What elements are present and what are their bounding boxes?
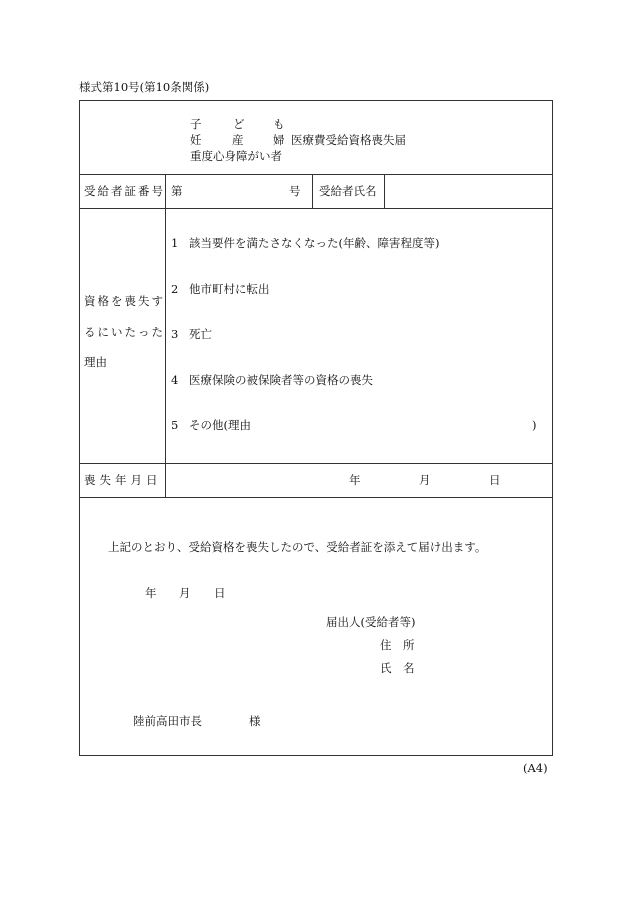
- address-field[interactable]: [420, 636, 545, 654]
- reason-option-text: 医療保険の被保険者等の資格の喪失: [189, 373, 373, 387]
- other-reason-field[interactable]: [256, 416, 526, 434]
- cert-number-divider: [312, 174, 313, 208]
- loss-date-label: 喪失年月日: [84, 473, 162, 487]
- title-word-2c: 婦: [273, 133, 285, 147]
- divider-date: [79, 497, 553, 498]
- reason-option-text: 他市町村に転出: [189, 282, 270, 296]
- reason-option-text: その他(理由: [189, 418, 251, 432]
- name-label: 氏 名: [380, 661, 415, 675]
- loss-date-year: 年: [349, 473, 361, 487]
- form-number: 様式第10号(第10条関係): [79, 80, 210, 94]
- recipient-mayor: 陸前高田市長: [133, 714, 202, 728]
- reason-option-number: 2: [171, 282, 179, 296]
- cert-number-prefix: 第: [171, 184, 183, 198]
- title-main: 医療費受給資格喪失届: [291, 133, 406, 147]
- recipient-name-label: 受給者氏名: [319, 184, 377, 198]
- address-label: 住 所: [380, 638, 415, 652]
- loss-date-month: 月: [419, 473, 431, 487]
- reason-option-number: 1: [171, 236, 179, 250]
- divider-reason: [79, 463, 553, 464]
- reason-label-line-3: 理由: [84, 355, 107, 369]
- loss-date-day: 日: [489, 473, 501, 487]
- title-word-2b: 産: [232, 133, 244, 147]
- reason-option-number: 3: [171, 327, 179, 341]
- divider-cert: [79, 208, 553, 209]
- submission-day: 日: [214, 586, 226, 600]
- cert-number-suffix: 号: [289, 184, 301, 198]
- paper-size: (A4): [523, 761, 548, 775]
- title-word-1c: も: [273, 117, 285, 131]
- declaration-statement: 上記のとおり、受給資格を喪失したので、受給者証を添えて届け出ます。: [108, 540, 487, 554]
- reason-option-number: 4: [171, 373, 179, 387]
- recipient-name-field[interactable]: [390, 182, 548, 202]
- loss-date-field[interactable]: [172, 470, 542, 490]
- title-word-2a: 妊: [190, 133, 202, 147]
- reason-option-text: 死亡: [189, 327, 212, 341]
- other-reason-close-paren: ): [532, 418, 537, 432]
- reason-option-text: 該当要件を満たさなくなった(年齢、障害程度等): [189, 236, 440, 250]
- reason-label-line-1: 資格を喪失す: [84, 294, 165, 308]
- reason-option-number: 5: [171, 418, 179, 432]
- title-line-3: 重度心身障がい者: [190, 149, 282, 163]
- cert-number-field[interactable]: [184, 182, 284, 200]
- divider-title: [79, 174, 553, 175]
- title-word-1a: 子: [190, 117, 202, 131]
- submission-month: 月: [179, 586, 191, 600]
- name-label-divider: [384, 174, 385, 208]
- submitter-label: 届出人(受給者等): [326, 615, 416, 629]
- title-word-1b: ど: [233, 117, 245, 131]
- cert-number-label: 受給者証番号: [84, 184, 165, 198]
- reason-label-line-2: るにいたった: [84, 325, 165, 339]
- honorific: 様: [249, 714, 261, 728]
- name-field[interactable]: [420, 659, 545, 677]
- label-column-divider: [165, 174, 166, 497]
- submission-year: 年: [145, 586, 157, 600]
